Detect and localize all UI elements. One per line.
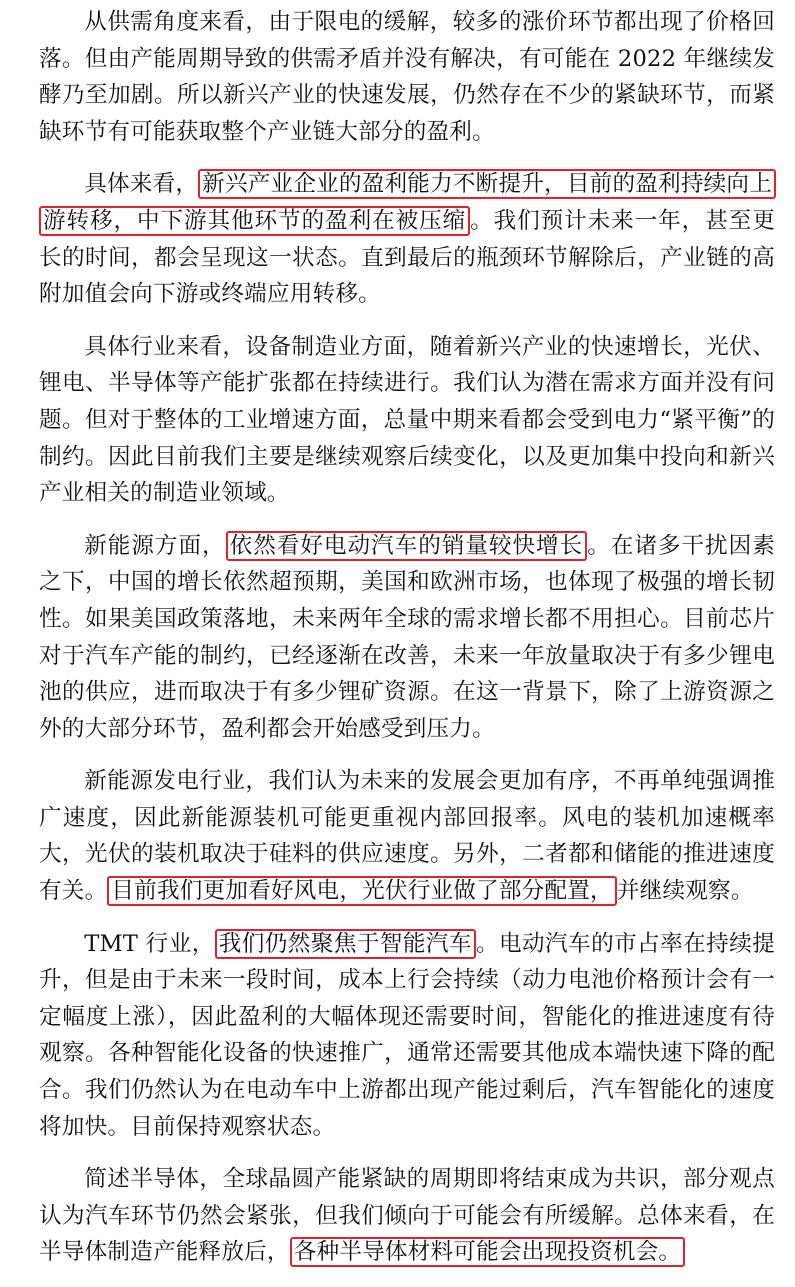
highlight-box: 各种半导体材料可能会出现投资机会。 (290, 1237, 686, 1267)
text-segment: 。我们预计未来一年，甚至更长的时间，都会呈现这一状态。直到最后的瓶颈环节解除后，产业链的高附加值会向下游或终端应用转移。 (39, 207, 775, 308)
paragraph-tmt (39, 926, 775, 1146)
highlight-box: 依然看好电动汽车的销量较快增长 (226, 531, 588, 561)
text-segment: 。在诸多干扰因素之下，中国的增长依然超预期，美国和欧洲市场，也体现了极强的增长韧性。如果美国政策落地，未来两年全球的需求增长都不用担心。目前芯片对于汽车产能的制约，已经逐渐在改善，未来一年放量取决于有多少锂电池的供应，进而取决于有多少锂矿资源。在这一背景下，除了上游资源之外的大部分环节，盈利都会开始感受到压力。 (39, 532, 775, 742)
text-segment: 并继续观察。 (616, 878, 754, 905)
document-body (39, 4, 775, 1287)
text-segment: 新能源发电行业，我们认为未来的发展会更加有序，不再单纯强调推广速度，因此新能源装机可能更重视内部回报率。风电的装机加速概率大，光伏的装机取决于硅料的供应速度。另外，二者都和储能的推进速度有关。 (39, 768, 775, 905)
text-segment: 。电动汽车的市占率在持续提升，但是由于未来一段时间，成本上行会持续（动力电池价格预计会有一定幅度上涨），因此盈利的大幅体现还需要时间，智能化的推进速度有待观察。各种智能化设备的快速推广，通常还需要其他成本端快速下降的配合。我们仍然认为在电动车中上游都出现产能过剩后，汽车智能化的速度将加快。目前保持观察状态。 (39, 930, 776, 1140)
paragraph-semiconductor (39, 1161, 775, 1271)
text-segment: 新能源方面， (84, 532, 226, 559)
text-segment: 具体来看， (84, 171, 199, 198)
paragraph-supply-demand (39, 4, 775, 150)
highlight-box: 新兴产业企业的盈利能力不断提升，目前的盈利持续向上游转移，中下游其他环节的盈利在被压缩 (39, 169, 776, 236)
highlight-box: 我们仍然聚焦于智能汽车 (215, 929, 476, 959)
text-segment: 简述半导体，全球晶圆产能紧缺的周期即将结束成为共识，部分观点认为汽车环节仍然会紧张，但我们倾向于可能会有所缓解。总体来看，在半导体制造产能释放后， (39, 1166, 775, 1266)
highlight-box: 目前我们更加看好风电，光伏行业做了部分配置， (107, 876, 616, 906)
text-segment: 从供需角度来看，由于限电的缓解，较多的涨价环节都出现了价格回落。但由产能周期导致的供需矛盾并没有解决，有可能在 2022 年继续发酵乃至加剧。所以新兴产业的快速发展，仍然存在不少的紧缺环节，而紧缺环节有可能获取整个产业链大部分的盈利。 (39, 9, 775, 145)
paragraph-power-generation (39, 763, 775, 909)
text-segment: 具体行业来看，设备制造业方面，随着新兴产业的快速增长，光伏、锂电、半导体等产能扩张都在持续进行。我们认为潜在需求方面并没有问题。但对于整体的工业增速方面，总量中期来看都会受到电力“紧平衡”的制约。因此目前我们主要是继续观察后续变化，以及更加集中投向和新兴产业相关的制造业领域。 (39, 333, 775, 507)
text-segment: TMT 行业， (84, 930, 215, 957)
paragraph-new-energy (39, 528, 775, 748)
paragraph-industry (39, 329, 775, 512)
paragraph-specific (39, 166, 775, 312)
